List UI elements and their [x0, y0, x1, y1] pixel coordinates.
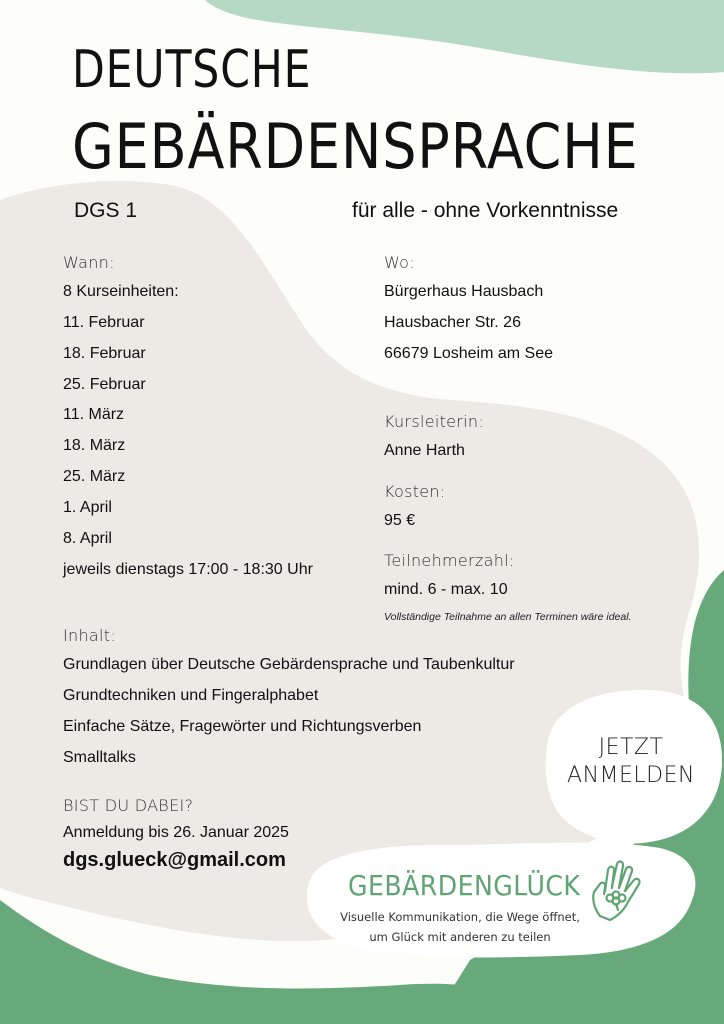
date-item: 18. März: [63, 437, 126, 454]
instructor-name: Anne Harth: [384, 442, 465, 459]
where-label: Wo:: [384, 253, 415, 272]
audience-text: für alle - ohne Vorkenntnisse: [352, 199, 619, 222]
when-label: Wann:: [63, 253, 115, 272]
brand-name: GEBÄRDENGLÜCK: [348, 869, 581, 902]
date-item: 11. Februar: [63, 314, 145, 331]
address-line: 66679 Losheim am See: [384, 345, 553, 362]
signup-deadline: Anmeldung bis 26. Januar 2025: [63, 824, 289, 841]
cta-line2: ANMELDEN: [567, 762, 695, 788]
title-line1: DEUTSCHE: [72, 40, 312, 100]
participants-label: Teilnehmerzahl:: [384, 551, 515, 570]
cta-line1: JETZT: [598, 735, 664, 760]
content-item: Smalltalks: [63, 749, 136, 766]
course-code: DGS 1: [74, 199, 138, 222]
content-item: Grundtechniken und Fingeralphabet: [63, 687, 319, 704]
brand-tagline2: um Glück mit anderen zu teilen: [369, 930, 551, 944]
title-line2: GEBÄRDENSPRACHE: [72, 110, 639, 183]
address-line: Hausbacher Str. 26: [384, 314, 521, 331]
register-now-button[interactable]: [556, 734, 706, 789]
content-label: Inhalt:: [63, 626, 117, 645]
hand-with-clover-icon: [586, 858, 650, 926]
time-text: jeweils dienstags 17:00 - 18:30 Uhr: [63, 561, 313, 578]
cost-label: Kosten:: [384, 482, 446, 501]
address-line: Bürgerhaus Hausbach: [384, 283, 544, 300]
when-intro: 8 Kurseinheiten:: [63, 283, 179, 300]
date-item: 25. März: [63, 468, 126, 485]
brand-tagline1: Visuelle Kommunikation, die Wege öffnet,: [340, 910, 580, 924]
date-item: 18. Februar: [63, 345, 146, 362]
signup-label: BIST DU DABEI?: [63, 796, 194, 815]
instructor-label: Kursleiterin:: [384, 412, 485, 431]
participants-note: Vollständige Teilnahme an allen Terminen wäre ideal.: [384, 611, 632, 623]
date-item: 1. April: [63, 499, 112, 516]
date-item: 8. April: [63, 530, 112, 547]
content-item: Grundlagen über Deutsche Gebärdensprache und Taubenkultur: [63, 656, 515, 673]
cost-value: 95 €: [384, 512, 416, 529]
date-item: 25. Februar: [63, 376, 146, 393]
date-item: 11. März: [63, 406, 125, 423]
content-item: Einfache Sätze, Fragewörter und Richtungsverben: [63, 718, 422, 735]
participants-value: mind. 6 - max. 10: [384, 581, 508, 598]
signup-email-link[interactable]: dgs.glueck@gmail.com: [63, 849, 286, 871]
